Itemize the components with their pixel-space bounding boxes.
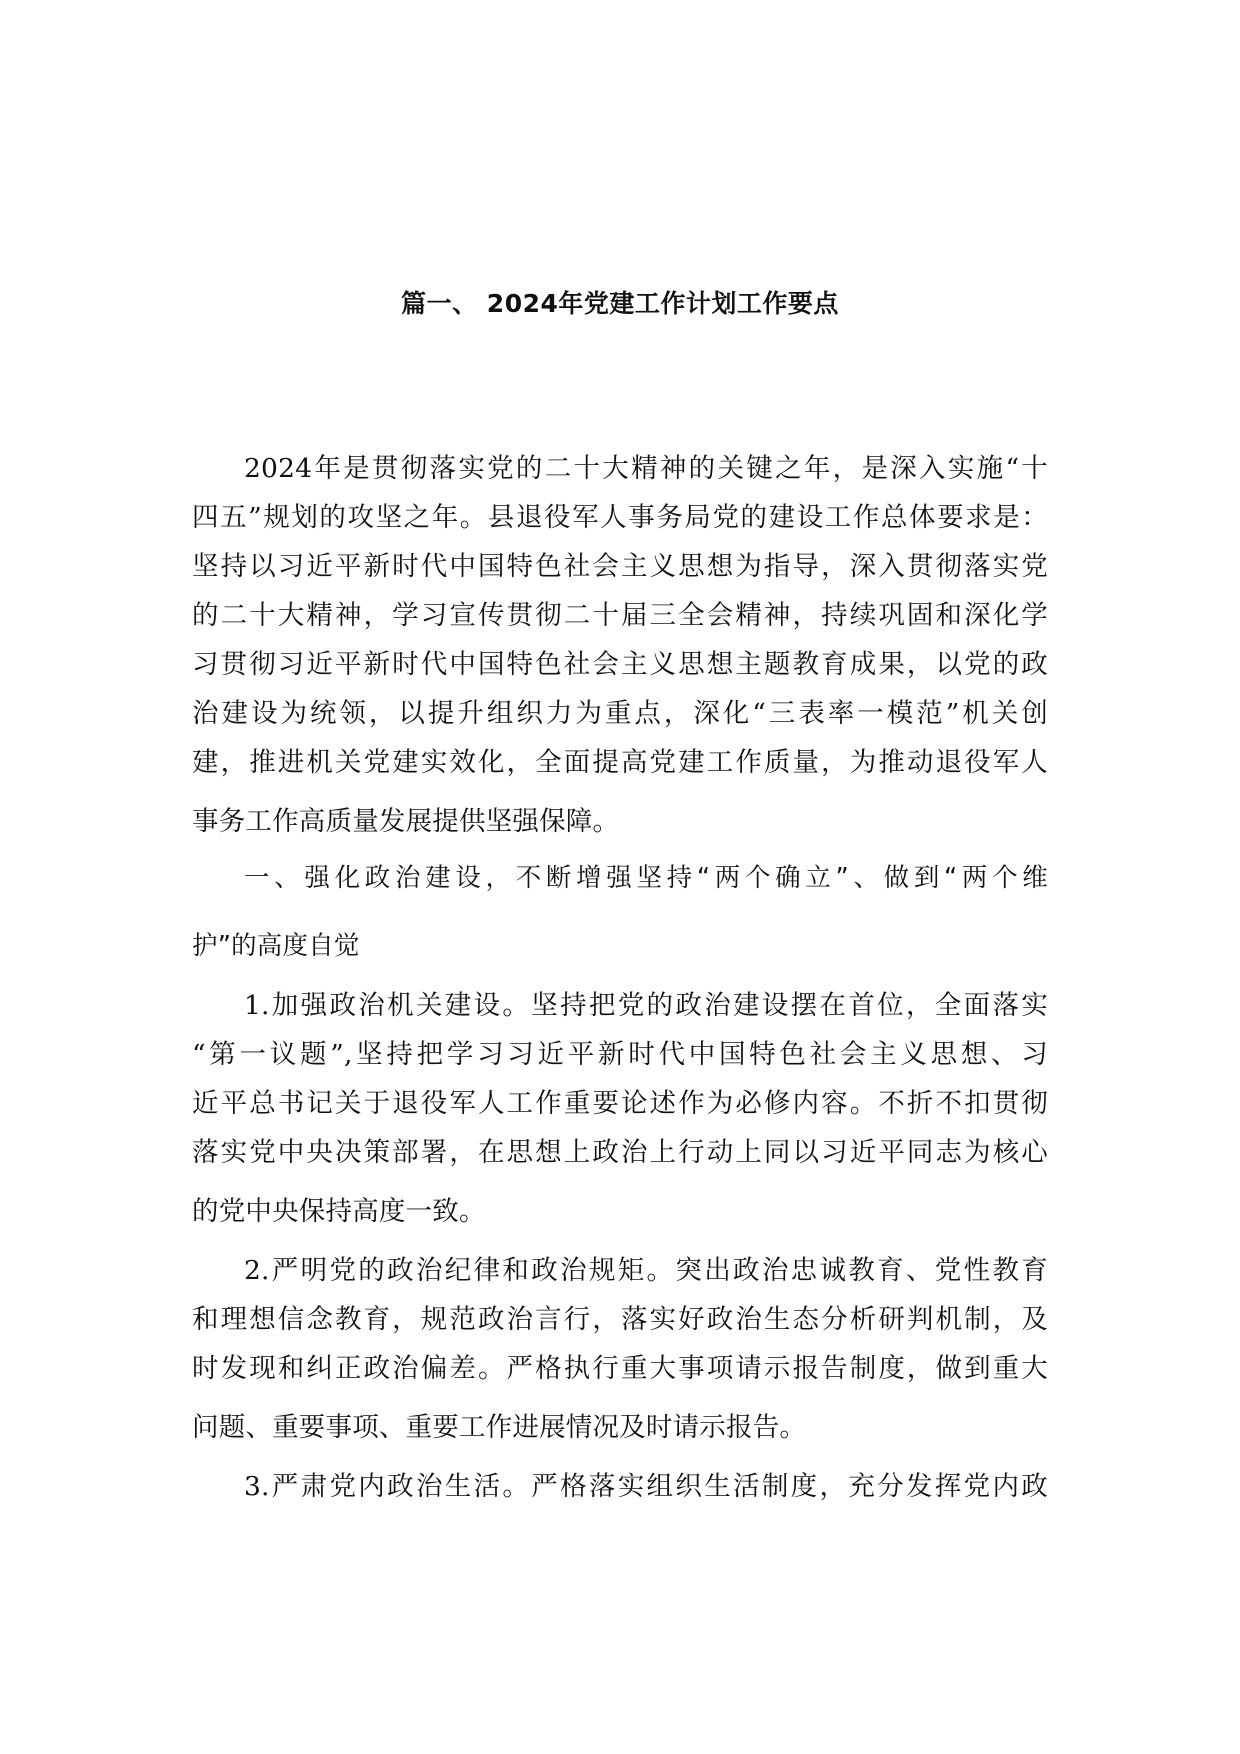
item2-line-4: 问题、重要事项、重要工作进展情况及时请示报告。 (192, 1412, 807, 1443)
intro-line-2: 四五”规划的攻坚之年。县退役军人事务局党的建设工作总体要求是： (192, 502, 1048, 533)
section-heading-line-2: 护”的高度自觉 (192, 931, 360, 961)
item3-line-1: 3.严肃党内政治生活。严格落实组织生活制度，充分发挥党内政 (244, 1471, 1048, 1502)
item2-line-2: 和理想信念教育，规范政治言行，落实好政治生态分析研判机制，及 (192, 1304, 1048, 1335)
item1-line-5: 的党中央保持高度一致。 (192, 1196, 486, 1227)
item1-line-2: “第一议题”,坚持把学习习近平新时代中国特色社会主义思想、习 (192, 1039, 1048, 1070)
intro-line-1: 2024年是贯彻落实党的二十大精神的关键之年，是深入实施“十 (244, 453, 1048, 484)
section-heading-line-1: 一、强化政治建设，不断增强坚持“两个确立”、做到“两个维 (244, 863, 1048, 893)
intro-line-6: 治建设为统领，以提升组织力为重点，深化“三表率一模范”机关创 (192, 698, 1048, 729)
item1-line-1: 1.加强政治机关建设。坚持把党的政治建设摆在首位，全面落实 (244, 990, 1048, 1021)
item1-line-4: 落实党中央决策部署，在思想上政治上行动上同以习近平同志为核心 (192, 1137, 1048, 1168)
intro-line-5: 习贯彻习近平新时代中国特色社会主义思想主题教育成果，以党的政 (192, 649, 1048, 680)
page-title: 篇一、 2024年党建工作计划工作要点 (401, 289, 839, 318)
item2-line-3: 时发现和纠正政治偏差。严格执行重大事项请示报告制度，做到重大 (192, 1353, 1048, 1384)
intro-line-7: 建，推进机关党建实效化，全面提高党建工作质量，为推动退役军人 (192, 747, 1048, 778)
intro-line-4: 的二十大精神，学习宣传贯彻二十届三全会精神，持续巩固和深化学 (192, 600, 1048, 631)
item1-line-3: 近平总书记关于退役军人工作重要论述作为必修内容。不折不扣贯彻 (192, 1088, 1048, 1119)
intro-line-8: 事务工作高质量发展提供坚强保障。 (192, 806, 620, 837)
intro-line-3: 坚持以习近平新时代中国特色社会主义思想为指导，深入贯彻落实党 (192, 551, 1048, 582)
item2-line-1: 2.严明党的政治纪律和政治规矩。突出政治忠诚教育、党性教育 (244, 1255, 1048, 1286)
